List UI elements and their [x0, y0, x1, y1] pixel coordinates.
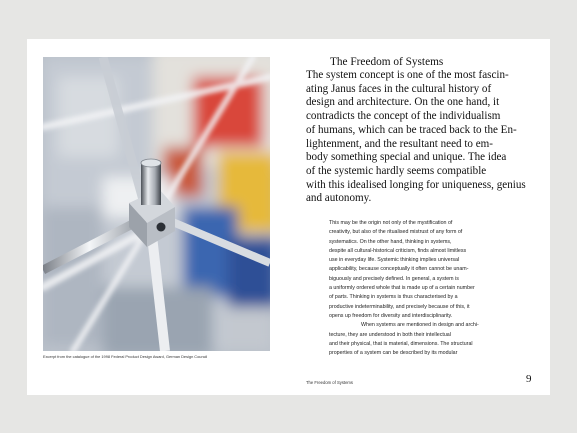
body-line: applicability, because conceptually it often cannot be unam-	[329, 266, 469, 273]
body-line: biguously and precisely defined. In general, a system is	[329, 275, 459, 282]
body-line: This may be the origin not only of the mystification of	[329, 220, 453, 226]
body-line: use in everyday life. Systemic thinking implies universal	[329, 257, 460, 264]
body-line: When systems are mentioned in design and archi-	[361, 322, 479, 329]
lead-line: contradicts the concept of the individualism	[306, 110, 501, 123]
lead-line: lightenment, and the resultant need to em-	[306, 137, 493, 150]
book-spread	[27, 39, 550, 395]
photo-illustration	[43, 57, 270, 351]
photo-caption: Excerpt from the catalogue of the 1998 Federal Product Design Award, German Design Council	[43, 354, 208, 359]
lead-line: design and architecture. On the one hand, it	[306, 96, 500, 109]
body-line: despite all cultural-historical criticism, finds almost limitless	[329, 247, 467, 254]
lead-line: body something special and unique. The idea	[306, 151, 507, 164]
body-line: productive indeterminability, and precisely because of this, it	[329, 303, 470, 310]
body-text	[329, 219, 529, 358]
lead-line: of the systemic hardly seems compatible	[306, 164, 487, 177]
product-photo	[43, 57, 270, 351]
lead-line: of humans, which can be traced back to the En-	[306, 123, 517, 136]
body-line: creativity, but also of the ritualised mistrust of any form of	[329, 229, 463, 236]
body-line: properties of a system can be described by its modular	[329, 350, 458, 357]
lead-line: The system concept is one of the most fascin-	[306, 69, 509, 81]
running-footer: The Freedom of Systems	[306, 380, 354, 385]
chapter-title: The Freedom of Systems	[330, 56, 444, 68]
lead-line: ating Janus faces in the cultural history of	[306, 82, 492, 95]
page-number: 9	[526, 373, 532, 385]
body-line: systematics. On the other hand, thinking in systems,	[329, 238, 452, 245]
body-line: a uniformly ordered whole that is made up of a certain number	[329, 285, 475, 292]
lead-line: and autonomy.	[306, 192, 372, 205]
lead-paragraph	[306, 69, 542, 206]
body-line: opens up freedom for diversity and interdisciplinarity.	[329, 312, 453, 319]
lead-line: with this idealised longing for uniqueness, genius	[306, 178, 526, 191]
body-line: tecture, they are understood in both their intellectual	[329, 331, 451, 338]
body-line: of parts. Thinking in systems is thus characterised by a	[329, 294, 458, 301]
body-line: and their physical, that is material, dimensions. The structural	[329, 340, 473, 347]
